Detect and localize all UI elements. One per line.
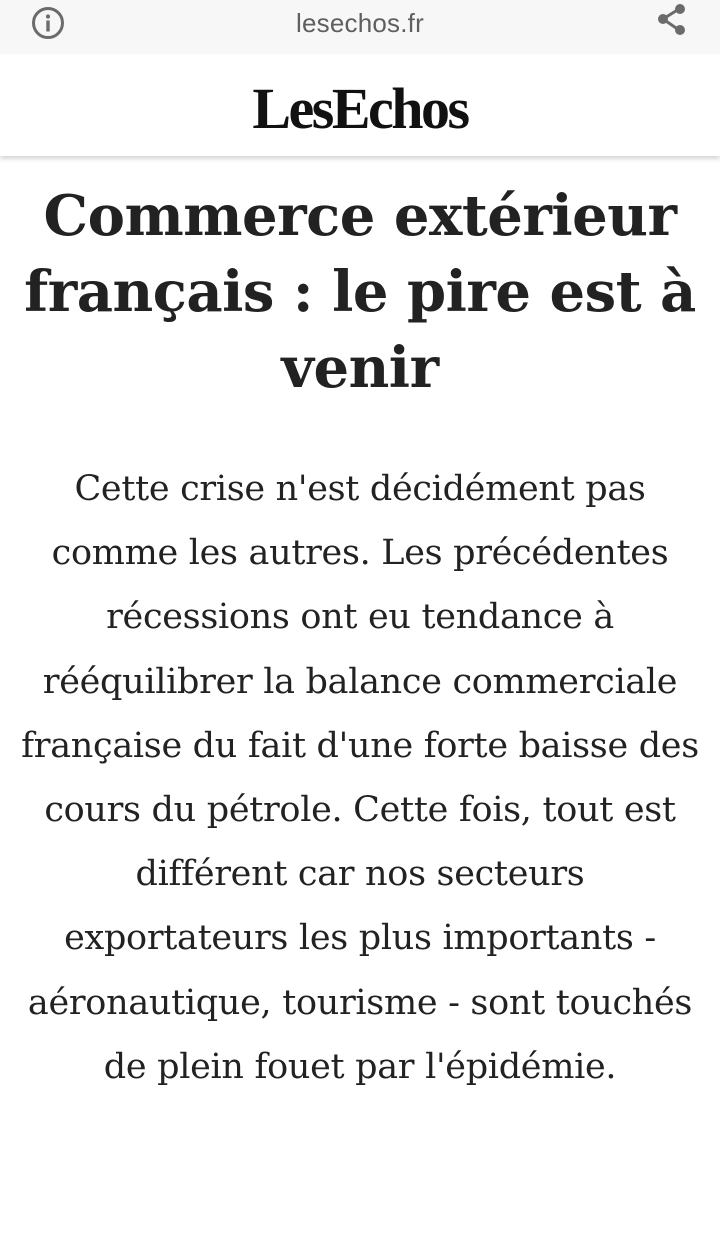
les-echos-logo[interactable]: LesEchos [252, 75, 468, 141]
browser-url-bar[interactable] [0, 0, 720, 54]
article-lede: Cette crise n'est décidément pas comme les autres. Les précédentes récessions ont eu tendance à rééquilibrer la balance commerciale française du fait d'une forte baisse des cours du pétrole. Cette fois, tout est différent car nos secteurs exportateurs les plus importants - aéronautique, tourisme - sont touchés de plein fouet par l'épidémie. [21, 469, 699, 1087]
url-text[interactable]: lesechos.fr [296, 7, 424, 38]
share-icon[interactable] [654, 3, 690, 37]
article-title: Commerce extérieur français : le pire est à venir [24, 183, 696, 401]
info-icon[interactable] [31, 6, 65, 40]
site-header [0, 54, 720, 156]
